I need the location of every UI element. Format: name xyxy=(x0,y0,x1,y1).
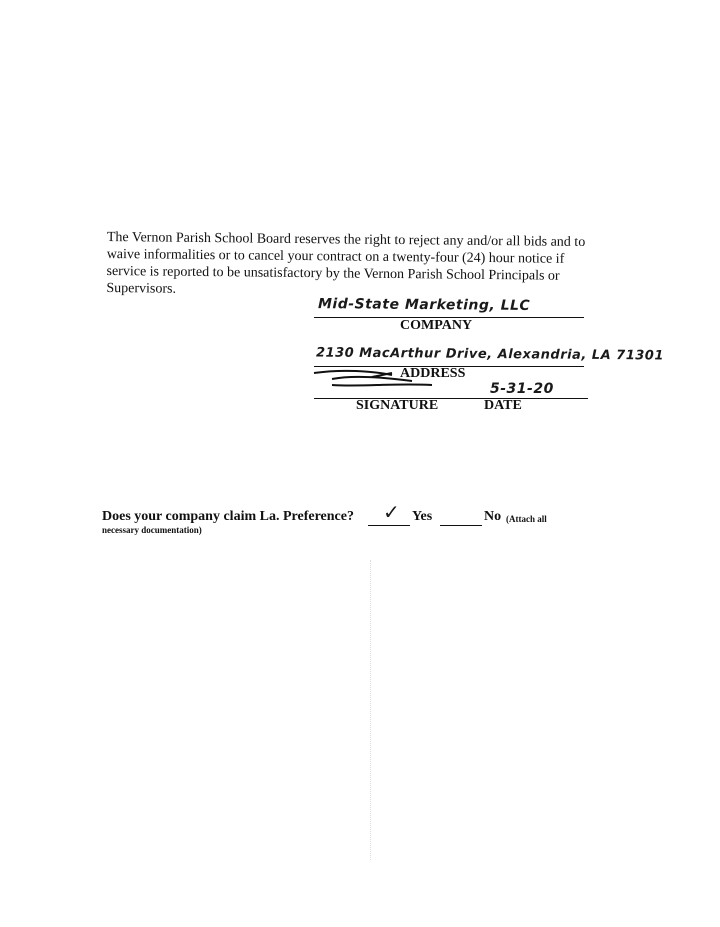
date-label: DATE xyxy=(484,398,522,413)
preference-question: Does your company claim La. Preference? xyxy=(102,509,354,524)
no-answer-line xyxy=(440,525,482,526)
notice-line-3: service is reported to be unsatisfactory by the Vernon Parish School Principals or xyxy=(106,263,560,284)
scan-artifact-line xyxy=(370,560,373,860)
no-label: No xyxy=(484,509,502,524)
address-label: ADDRESS xyxy=(400,366,466,381)
attach-note: (Attach all xyxy=(506,514,547,524)
notice-line-2: waive informalities or to cancel your contract on a twenty-four (24) hour notice if xyxy=(106,246,565,267)
address-value: 2130 MacArthur Drive, Alexandria, LA 71301 xyxy=(315,345,664,364)
notice-line-1: The Vernon Parish School Board reserves the right to reject any and/or all bids and to xyxy=(106,229,586,251)
signature-label: SIGNATURE xyxy=(356,398,439,413)
attach-note-continued: necessary documentation) xyxy=(102,525,202,535)
yes-checkmark: ✓ xyxy=(383,500,401,524)
yes-answer-line xyxy=(368,525,410,526)
company-label: COMPANY xyxy=(400,318,473,333)
notice-line-4: Supervisors. xyxy=(106,280,177,297)
yes-label: Yes xyxy=(412,509,433,524)
date-value: 5-31-20 xyxy=(490,381,554,397)
bid-notice-paragraph xyxy=(106,229,607,302)
company-value: Mid-State Marketing, LLC xyxy=(317,296,531,314)
signature-mark xyxy=(312,365,452,395)
